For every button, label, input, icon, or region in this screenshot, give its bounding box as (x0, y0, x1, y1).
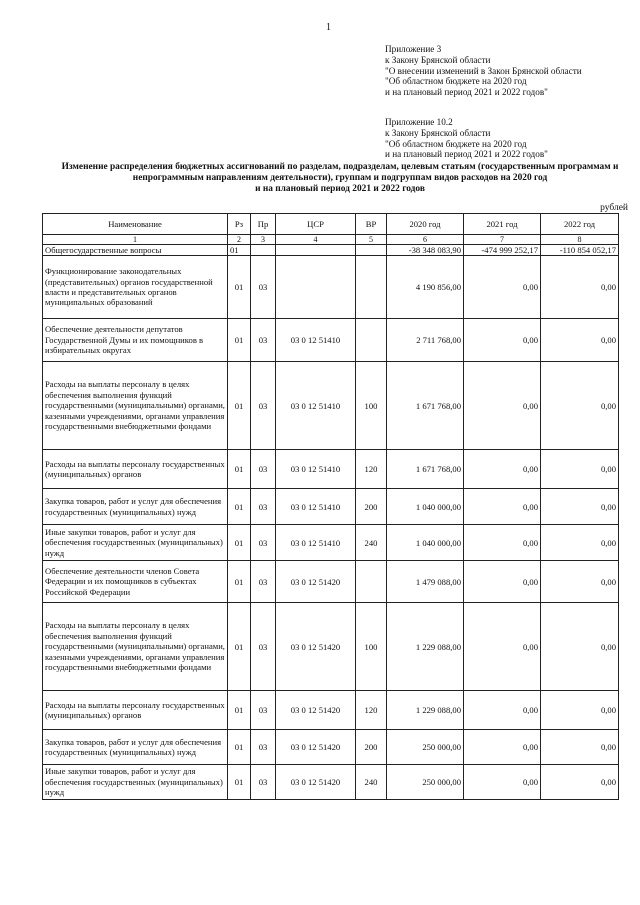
column-number: 7 (464, 235, 541, 245)
header-name: Наименование (43, 214, 228, 235)
row-csr: 03 0 12 51420 (276, 730, 356, 765)
row-2020: 4 190 856,00 (387, 256, 464, 319)
row-vr: 200 (356, 489, 387, 525)
row-2020: 1 671 768,00 (387, 450, 464, 489)
page-number: 1 (326, 22, 331, 33)
row-name: Расходы на выплаты персоналу государственных (муниципальных) органов (43, 450, 228, 489)
row-csr: 03 0 12 51410 (276, 450, 356, 489)
row-2022: 0,00 (541, 765, 619, 800)
column-number-row (43, 235, 619, 245)
table-row (43, 450, 619, 489)
column-number: 2 (228, 235, 251, 245)
row-2022: 0,00 (541, 691, 619, 730)
row-2022: 0,00 (541, 525, 619, 561)
row-pr: 03 (251, 362, 276, 450)
row-name: Обеспечение деятельности депутатов Государственной Думы и их помощников в избирательных округах (43, 319, 228, 362)
row-name: Закупка товаров, работ и услуг для обеспечения государственных (муниципальных) нужд (43, 489, 228, 525)
title-line: Изменение распределения бюджетных ассигнований по разделам, подразделам, целевым статьям (государственным программам и (61, 162, 619, 172)
row-name: Функционирование законодательных (представительных) органов государственной власти и представительных органов муниципальных образований (43, 256, 228, 319)
row-pr: 03 (251, 561, 276, 603)
appendix-ref-line: и на плановый период 2021 и 2022 годов" (385, 149, 548, 160)
row-pr: 03 (251, 730, 276, 765)
row-csr: 03 0 12 51420 (276, 691, 356, 730)
appendix-ref-line: к Закону Брянской области (385, 127, 491, 138)
row-2021: 0,00 (464, 319, 541, 362)
table-row (43, 319, 619, 362)
row-pr: 03 (251, 489, 276, 525)
row-2022: 0,00 (541, 256, 619, 319)
row-rz: 01 (228, 362, 251, 450)
column-number: 3 (251, 235, 276, 245)
column-number: 4 (276, 235, 356, 245)
row-csr: 03 0 12 51420 (276, 603, 356, 691)
row-name: Обеспечение деятельности членов Совета Федерации и их помощников в субъектах Российской Федерации (43, 561, 228, 603)
row-pr: 03 (251, 256, 276, 319)
header-rz: Рз (228, 214, 251, 235)
row-2021: 0,00 (464, 489, 541, 525)
header-2022: 2022 год (541, 214, 619, 235)
row-pr (251, 245, 276, 256)
row-rz: 01 (228, 561, 251, 603)
currency-unit: рублей (600, 203, 628, 213)
row-csr: 03 0 12 51410 (276, 525, 356, 561)
column-number: 1 (43, 235, 228, 245)
row-2020: 1 479 088,00 (387, 561, 464, 603)
row-2021: 0,00 (464, 603, 541, 691)
header-vr: ВР (356, 214, 387, 235)
row-rz: 01 (228, 489, 251, 525)
row-2022: 0,00 (541, 489, 619, 525)
row-2021: 0,00 (464, 525, 541, 561)
column-number: 6 (387, 235, 464, 245)
column-number: 8 (541, 235, 619, 245)
row-2022: 0,00 (541, 561, 619, 603)
table-row (43, 256, 619, 319)
row-csr: 03 0 12 51420 (276, 765, 356, 800)
row-csr: 03 0 12 51420 (276, 561, 356, 603)
row-2020: 1 229 088,00 (387, 603, 464, 691)
table-row (43, 765, 619, 800)
row-csr (276, 256, 356, 319)
header-pr: Пр (251, 214, 276, 235)
row-2021: 0,00 (464, 256, 541, 319)
row-2020: 1 671 768,00 (387, 362, 464, 450)
appendix-main-line: "Об областном бюджете на 2020 год (385, 76, 527, 87)
row-pr: 03 (251, 691, 276, 730)
row-2020: 1 040 000,00 (387, 525, 464, 561)
row-2021: 0,00 (464, 730, 541, 765)
row-rz: 01 (228, 450, 251, 489)
row-2021: -474 999 252,17 (464, 245, 541, 256)
row-2020: 250 000,00 (387, 765, 464, 800)
row-rz: 01 (228, 245, 251, 256)
document-title (40, 162, 640, 194)
row-pr: 03 (251, 603, 276, 691)
row-2020: 1 040 000,00 (387, 489, 464, 525)
appendix-ref-block (385, 117, 548, 160)
table-header-row (43, 214, 619, 235)
appendix-ref-line: Приложение 10.2 (385, 117, 453, 127)
row-2021: 0,00 (464, 765, 541, 800)
row-2022: 0,00 (541, 450, 619, 489)
row-vr (356, 256, 387, 319)
row-2021: 0,00 (464, 450, 541, 489)
appendix-main-line: "О внесении изменений в Закон Брянской области (385, 65, 582, 76)
header-2021: 2021 год (464, 214, 541, 235)
row-name: Иные закупки товаров, работ и услуг для обеспечения государственных (муниципальных) нужд (43, 525, 228, 561)
header-2020: 2020 год (387, 214, 464, 235)
row-2021: 0,00 (464, 691, 541, 730)
row-name: Общегосударственные вопросы (43, 245, 228, 256)
appendix-main-line: и на плановый период 2021 и 2022 годов" (385, 87, 548, 98)
row-name: Иные закупки товаров, работ и услуг для обеспечения государственных (муниципальных) нужд (43, 765, 228, 800)
row-rz: 01 (228, 691, 251, 730)
table-row (43, 691, 619, 730)
row-rz: 01 (228, 603, 251, 691)
row-csr: 03 0 12 51410 (276, 489, 356, 525)
table-row (43, 603, 619, 691)
appendix-main-block (385, 44, 582, 98)
row-2020: -38 348 083,90 (387, 245, 464, 256)
row-2021: 0,00 (464, 362, 541, 450)
table-row (43, 362, 619, 450)
title-line: непрограммным направлениям деятельности), группам и подгруппам видов расходов на 2020 год (132, 172, 548, 183)
row-vr: 100 (356, 603, 387, 691)
header-csr: ЦСР (276, 214, 356, 235)
row-name: Расходы на выплаты персоналу в целях обеспечения выполнения функций государственными (муниципальными) органами, казенными учреждениями, органами управления государственными внебюджетными фондами (43, 362, 228, 450)
row-csr: 03 0 12 51410 (276, 362, 356, 450)
row-2020: 2 711 768,00 (387, 319, 464, 362)
row-name: Расходы на выплаты персоналу в целях обеспечения выполнения функций государственными (муниципальными) органами, казенными учреждениями, органами управления государственными внебюджетными фондами (43, 603, 228, 691)
row-vr: 120 (356, 450, 387, 489)
row-vr: 100 (356, 362, 387, 450)
row-pr: 03 (251, 765, 276, 800)
table-row (43, 245, 619, 256)
table-row (43, 489, 619, 525)
row-2022: 0,00 (541, 319, 619, 362)
row-vr: 120 (356, 691, 387, 730)
row-rz: 01 (228, 765, 251, 800)
row-name: Расходы на выплаты персоналу государственных (муниципальных) органов (43, 691, 228, 730)
row-vr: 240 (356, 765, 387, 800)
table-row (43, 525, 619, 561)
row-vr: 200 (356, 730, 387, 765)
appendix-main-line: к Закону Брянской области (385, 54, 491, 65)
row-vr: 240 (356, 525, 387, 561)
row-2020: 1 229 088,00 (387, 691, 464, 730)
appendix-ref-line: "Об областном бюджете на 2020 год (385, 138, 527, 149)
row-vr (356, 561, 387, 603)
row-rz: 01 (228, 730, 251, 765)
row-rz: 01 (228, 319, 251, 362)
row-pr: 03 (251, 450, 276, 489)
row-pr: 03 (251, 525, 276, 561)
row-rz: 01 (228, 525, 251, 561)
row-rz: 01 (228, 256, 251, 319)
column-number: 5 (356, 235, 387, 245)
row-2022: 0,00 (541, 362, 619, 450)
row-2020: 250 000,00 (387, 730, 464, 765)
row-name: Закупка товаров, работ и услуг для обеспечения государственных (муниципальных) нужд (43, 730, 228, 765)
row-csr (276, 245, 356, 256)
row-2022: 0,00 (541, 730, 619, 765)
row-2022: 0,00 (541, 603, 619, 691)
row-csr: 03 0 12 51410 (276, 319, 356, 362)
row-2021: 0,00 (464, 561, 541, 603)
table-row (43, 561, 619, 603)
budget-table (42, 213, 619, 800)
row-vr (356, 319, 387, 362)
table-row (43, 730, 619, 765)
row-pr: 03 (251, 319, 276, 362)
row-2022: -110 854 052,17 (541, 245, 619, 256)
row-vr (356, 245, 387, 256)
title-line: и на плановый период 2021 и 2022 годов (255, 183, 425, 194)
appendix-main-line: Приложение 3 (385, 44, 442, 54)
